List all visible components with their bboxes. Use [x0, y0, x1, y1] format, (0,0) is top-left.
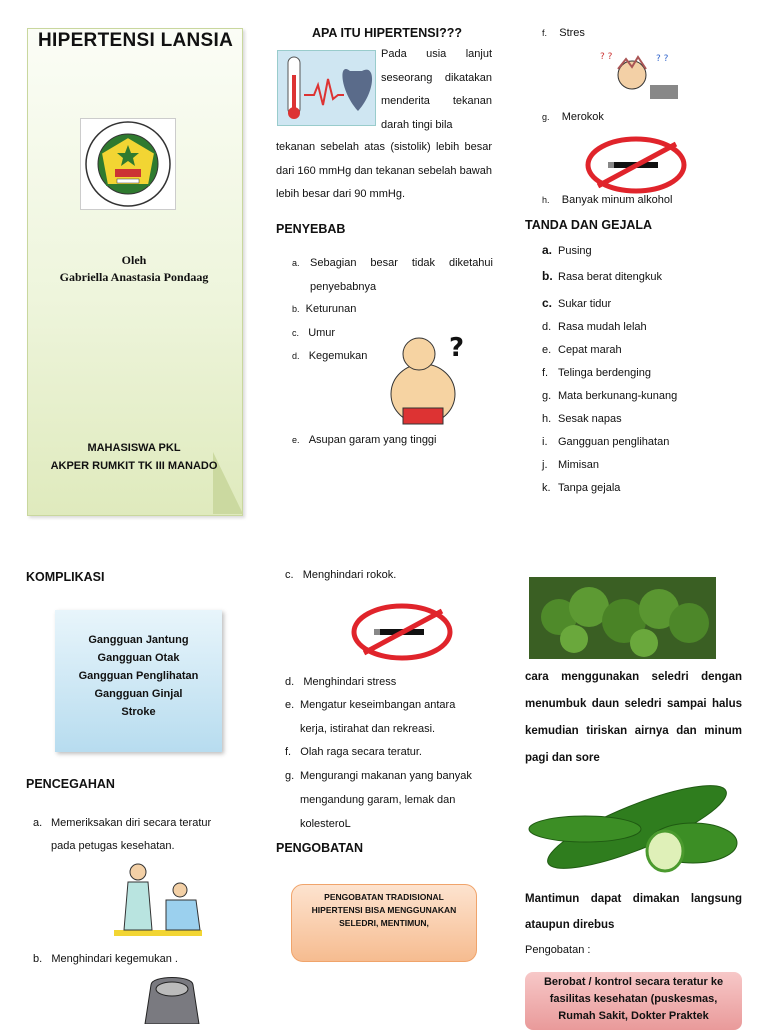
complication-item: Gangguan Jantung — [88, 634, 189, 646]
causes-heading: PENYEBAB — [276, 222, 346, 236]
celery-image — [529, 577, 716, 659]
traditional-treatment-box — [291, 884, 477, 962]
institution-label: AKPER RUMKIT TK III MANADO — [50, 460, 218, 472]
academy-logo — [80, 118, 176, 210]
cucumber-image — [525, 775, 743, 879]
symptoms-heading: TANDA DAN GEJALA — [525, 218, 653, 232]
list-item: k. Tanpa gejala — [542, 482, 621, 494]
list-item: c. Umur — [292, 327, 336, 339]
list-item: g. Merokok — [542, 111, 604, 123]
role-label: MAHASISWA PKL — [87, 442, 181, 454]
complications-box — [55, 610, 222, 752]
complication-item: Gangguan Otak — [97, 652, 180, 664]
weight-scale-image — [137, 975, 207, 1024]
list-item: a. Sebagian besar tidak diketahui penyebabnya — [292, 257, 493, 293]
list-item: g. Mengurangi makanan yang banyak mengandung garam, lemak dan kolesteroL — [285, 770, 472, 830]
list-item: a. Memeriksakan diri secara teratur pada petugas kesehatan. — [33, 817, 212, 852]
obese-person-image — [383, 330, 473, 434]
list-item: d. Menghindari stress — [285, 676, 397, 688]
celery-instructions: cara menggunakan seledri dengan menumbuk daun seledri sampai halus kemudian tiriskan airnya dan minum pagi dan sore — [525, 671, 742, 764]
list-item: d. Rasa mudah lelah — [542, 321, 647, 333]
cover-title: HIPERTENSI LANSIA — [38, 30, 234, 51]
prevention-heading: PENCEGAHAN — [26, 777, 115, 791]
complication-item: Gangguan Ginjal — [94, 688, 183, 700]
by-label: Oleh — [121, 253, 147, 267]
complication-item: Gangguan Penglihatan — [78, 670, 199, 682]
cucumber-text: Mantimun dapat dimakan langsung ataupun direbus — [525, 893, 742, 931]
nurse-patient-image — [110, 860, 206, 940]
no-smoking-icon — [584, 136, 688, 194]
list-item: a. Pusing — [542, 243, 592, 257]
list-item: f. Stres — [542, 27, 585, 39]
list-item: g. Mata berkunang-kunang — [542, 390, 678, 402]
medical-treatment-box — [525, 972, 742, 1030]
definition-heading: APA ITU HIPERTENSI??? — [312, 26, 462, 40]
definition-text-full: tekanan sebelah atas (sistolik) lebih besar dari 160 mmHg dan tekanan sebelah bawah lebih besar dari 90 mmHg. — [276, 141, 492, 200]
treatment-heading: PENGOBATAN — [276, 841, 364, 855]
list-item: i. Gangguan penglihatan — [542, 436, 670, 448]
no-smoking-icon — [350, 603, 454, 661]
list-item: b. Rasa berat ditengkuk — [542, 269, 662, 283]
svg-text:?: ? — [449, 333, 465, 363]
list-item: j. Mimisan — [542, 459, 599, 471]
list-item: c. Sukar tidur — [542, 296, 612, 310]
list-item: b. Keturunan — [292, 303, 357, 315]
list-item: d. Kegemukan — [292, 350, 368, 362]
stressed-person-image — [596, 47, 684, 109]
list-item: f. Olah raga secara teratur. — [285, 746, 422, 758]
list-item: e. Asupan garam yang tinggi — [292, 434, 437, 446]
list-item: h. Sesak napas — [542, 413, 622, 425]
medical-treatment-label: Pengobatan : — [525, 944, 591, 956]
hypertension-image — [277, 50, 376, 126]
complication-item: Stroke — [121, 706, 156, 718]
list-item: b. Menghindari kegemukan . — [33, 953, 178, 965]
svg-text:? ?: ? ? — [600, 52, 613, 62]
symptoms-list — [530, 243, 740, 505]
definition-text-col: Pada usia lanjut seseorang dikatakan menderita tekanan darah tingi bila — [381, 48, 492, 131]
list-item: f. Telinga berdenging — [542, 367, 651, 379]
traditional-treatment-text: PENGOBATAN TRADISIONAL HIPERTENSI BISA MENGGUNAKAN SELEDRI, MENTIMUN, — [311, 892, 457, 928]
list-item: h. Banyak minum alkohol — [542, 194, 673, 206]
author-name: Gabriella Anastasia Pondaag — [59, 270, 209, 284]
medical-treatment-text: Berobat / kontrol secara teratur ke fasilitas kesehatan (puskesmas, Rumah Sakit, Dokter Praktek — [543, 976, 724, 1022]
list-item: e. Mengatur keseimbangan antara kerja, istirahat dan rekreasi. — [285, 699, 456, 735]
complications-heading: KOMPLIKASI — [26, 570, 105, 584]
svg-text:? ?: ? ? — [656, 54, 669, 64]
list-item: e. Cepat marah — [542, 344, 622, 356]
causes-list — [280, 252, 493, 299]
list-item: c. Menghindari rokok. — [285, 569, 397, 581]
